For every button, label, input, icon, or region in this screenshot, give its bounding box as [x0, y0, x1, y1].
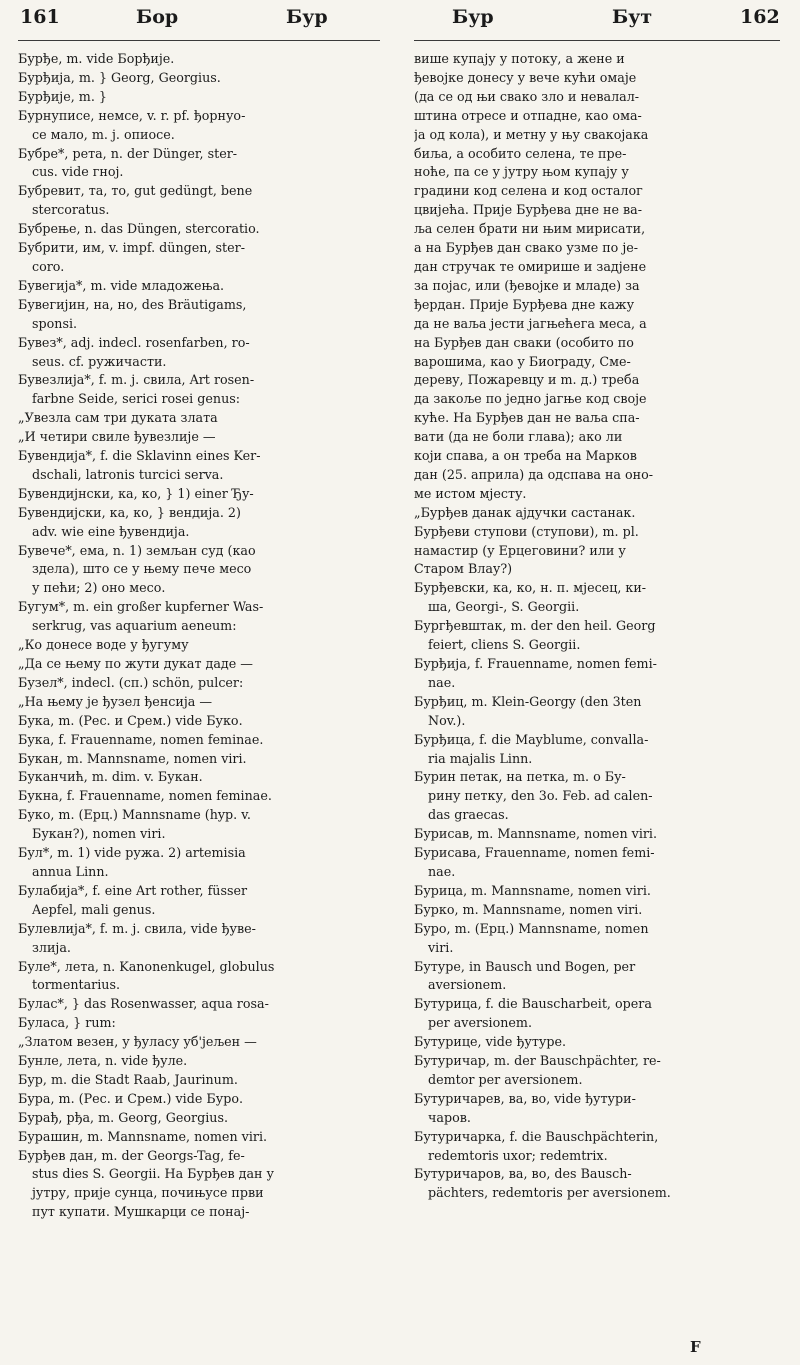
entry-line: Бутурице, vide ђутуре.: [414, 1034, 566, 1050]
entry-line: viri.: [428, 939, 454, 955]
entry-line: Бугум*, m. ein großer kupferner Was-: [18, 599, 264, 615]
left-page-number: 161: [20, 6, 60, 28]
entry-line: per aversionem.: [428, 1015, 532, 1031]
entry-line: adv. wie eine ђувендија.: [32, 523, 190, 539]
entry-line: Бур, m. die Stadt Raab, Jaurinum.: [18, 1071, 238, 1087]
entry-line: (да се од њи свако зло и невалал-: [414, 88, 640, 104]
entry-line: намастир (у Ерцеговини? или у: [414, 542, 626, 558]
entry-line: ноће, па се у јутру њом купају у: [414, 164, 629, 180]
entry-line: stus dies S. Georgii. На Бурђев дан у: [32, 1166, 275, 1182]
entry-line: Букан?), nomen viri.: [32, 826, 166, 842]
entry-line: градини код селена и код осталог: [414, 183, 643, 199]
entry-line: Бурђија, f. Frauenname, nomen femi-: [414, 656, 657, 671]
entry-line: Бурађ, рђа, m. Georg, Georgius.: [18, 1109, 228, 1125]
entry-line: Бувегија*, m. vide младожења.: [18, 277, 225, 293]
entry-line: Бутуричар, m. der Bauschpächter, re-: [414, 1053, 661, 1069]
left-column: [18, 50, 378, 1350]
entry-line: за појас, или (ђевојке и младе) за: [414, 277, 640, 293]
entry-line: das graecas.: [428, 807, 509, 823]
entry-line: tormentarius.: [32, 977, 121, 993]
entry-line: да закоље по једно јагње код своје: [414, 391, 647, 407]
entry-line: Бурђија, m. } Georg, Georgius.: [18, 69, 221, 85]
entry-line: који спава, а он треба на Марков: [414, 448, 637, 464]
entry-line: Буро, m. (Ерц.) Mannsname, nomen: [414, 920, 649, 936]
entry-line: Бутуричарка, f. die Bauschpächterin,: [414, 1128, 659, 1144]
entry-line: ја од кола), и метну у њу свакојака: [414, 126, 649, 142]
entry-line: рину петку, den 3o. Feb. ad calen-: [428, 788, 653, 804]
entry-line: Бувегијин, на, но, des Bräutigams,: [18, 296, 247, 312]
entry-line: ља селен брати ни њим мирисати,: [414, 221, 646, 237]
entry-line: Бубре*, рета, n. der Dünger, ster-: [18, 145, 238, 161]
entry-line: дереву, Пожаревцу и m. д.) треба: [414, 372, 640, 388]
entry-line: annua Linn.: [32, 863, 109, 879]
entry-line: Бурисава, Frauenname, nomen femi-: [414, 845, 655, 861]
entry-line: coro.: [32, 258, 65, 274]
entry-line: Буласа, } rum:: [18, 1015, 116, 1031]
entry-line: Бурђевски, ка, ко, н. п. мјесец, ки-: [414, 580, 647, 596]
entry-line: Бувендијнски, ка, ко, } 1) einer Ђу-: [18, 485, 254, 501]
entry-line: вати (да не боли глава); ако ли: [414, 429, 623, 445]
entry-line: Бурашин, m. Mannsname, nomen viri.: [18, 1128, 268, 1144]
entry-line: „Златом везен, у ђуласу уб'јељен —: [18, 1034, 257, 1050]
entry-line: више купају у потоку, а жене и: [414, 51, 625, 66]
entry-line: здела), што се у њему пече месо: [32, 561, 252, 577]
entry-line: nae.: [428, 863, 456, 879]
entry-line: ша, Georgi-, S. Georgii.: [428, 599, 580, 615]
left-guide-word-first: Бор: [136, 6, 179, 28]
entry-line: куће. На Бурђев дан не ваља спа-: [414, 410, 640, 426]
entry-line: Бурђев дан, m. der Georgs-Tag, fe-: [18, 1147, 245, 1163]
entry-line: Бурица, m. Mannsname, nomen viri.: [414, 882, 651, 898]
signature-mark: F: [690, 1338, 701, 1356]
entry-line: Aepfel, mali genus.: [32, 901, 156, 917]
entry-line: варошима, као у Биоrраду, Сме-: [414, 353, 631, 369]
entry-line: Буле*, лета, n. Kanonenkugel, globulus: [18, 958, 275, 974]
entry-line: Бурђије, m. }: [18, 88, 107, 104]
left-header-rule: [18, 40, 380, 41]
entry-line: Буко, m. (Ерц.) Mannsname (hyp. v.: [18, 807, 251, 823]
entry-line: Бура, m. (Рес. и Срем.) vide Буро.: [18, 1090, 243, 1106]
entry-line: Бувез*, adj. indecl. rosenfarben, ro-: [18, 334, 250, 350]
running-head: [0, 0, 800, 44]
entry-line: ђевојке донесу у вече кући омаје: [414, 69, 637, 85]
entry-line: Бурко, m. Mannsname, nomen viri.: [414, 901, 643, 917]
entry-line: Бургђевштак, m. der den heil. Georg: [414, 618, 656, 634]
entry-line: seus. cf. ружичасти.: [32, 353, 167, 369]
entry-line: штина отресе и отпадне, као ома-: [414, 107, 642, 123]
entry-line: Бутурица, f. die Bauscharbeit, opera: [414, 996, 652, 1012]
entry-line: „Ко донесе воде у ђугуму: [18, 637, 189, 653]
entry-line: Бузел*, indecl. (сп.) schön, pulcer:: [18, 674, 244, 690]
entry-line: Бунле, лета, n. vide ђуле.: [18, 1053, 188, 1069]
entry-line: dschali, latronis turcici serva.: [32, 466, 224, 482]
entry-line: Бубревит, та, то, gut gedüngt, bene: [18, 183, 253, 199]
entry-line: demtor per aversionem.: [428, 1071, 583, 1087]
entry-line: pächters, redemtoris per aversionem.: [428, 1185, 671, 1201]
entry-line: Бувезлија*, f. m. j. свила, Art rosen-: [18, 372, 255, 388]
entry-line: да не ваља јести јагњећега меса, а: [414, 315, 647, 331]
entry-line: на Бурђев дан сваки (особито по: [414, 334, 634, 350]
entry-line: Бул*, m. 1) vide ружа. 2) artemisia: [18, 845, 246, 861]
entry-line: „На њему је ђузел ђенсија —: [18, 693, 213, 709]
entry-line: Бурисав, m. Mannsname, nomen viri.: [414, 826, 658, 842]
entry-line: Бутуре, in Bausch und Bogen, per: [414, 958, 636, 974]
entry-line: чаров.: [428, 1109, 471, 1125]
entry-line: Букна, f. Frauenname, nomen feminae.: [18, 788, 272, 804]
entry-line: Nov.).: [428, 712, 466, 728]
entry-line: Бука, m. (Рес. и Срем.) vide Буко.: [18, 712, 243, 728]
entry-line: Бутуричарев, ва, во, vide ђутури-: [414, 1090, 636, 1106]
entry-line: дан (25. априла) да одспава на оно-: [414, 466, 654, 482]
right-header-rule: [414, 40, 780, 41]
entry-line: Бурђица, f. die Mayblume, convalla-: [414, 731, 649, 747]
entry-line: Булас*, } das Rosenwasser, aqua rosa-: [18, 996, 269, 1012]
entry-line: биља, а особито селена, те пре-: [414, 145, 627, 161]
entry-line: ђердан. Прије Бурђева дне кажу: [414, 296, 635, 312]
entry-line: јутру, прије сунца, почињуce први: [32, 1185, 264, 1201]
entry-line: redemtoris uxor; redemtrix.: [428, 1147, 608, 1163]
left-guide-word-last: Бур: [286, 6, 328, 28]
entry-line: Бувендија*, f. die Sklavinn eines Ker-: [18, 448, 261, 464]
entry-line: Бурнуписе, немсе, v. r. pf. ђорнуо-: [18, 107, 246, 123]
entry-line: Буканчић, m. dim. v. Букан.: [18, 769, 203, 785]
entry-line: Бувендијски, ка, ко, } вендија. 2): [18, 504, 241, 520]
entry-line: Бурђеви ступови (ступови), m. pl.: [414, 523, 639, 539]
entry-line: aversionem.: [428, 977, 507, 993]
entry-line: serkrug, vas aquarium aeneum:: [32, 618, 237, 634]
entry-line: Булабија*, f. eine Art rother, füsser: [18, 882, 248, 898]
entry-line: farbne Seide, serici rosei genus:: [32, 391, 241, 407]
entry-line: feiert, cliens S. Georgii.: [428, 637, 581, 653]
entry-line: Старом Влау?): [414, 561, 513, 577]
entry-line: Бука, f. Frauenname, nomen feminae.: [18, 731, 264, 747]
entry-line: ria majalis Linn.: [428, 750, 533, 766]
entry-line: nae.: [428, 674, 456, 690]
entry-line: „Да се њему по жути дукат даде —: [18, 656, 253, 671]
entry-line: Бубрење, n. das Düngen, stercoratio.: [18, 221, 260, 237]
entry-line: stercoratus.: [32, 202, 110, 218]
entry-line: Букан, m. Mannsname, nomen viri.: [18, 750, 247, 766]
entry-line: Булевлија*, f. m. j. свила, vide ђуве-: [18, 920, 256, 936]
entry-line: sponsi.: [32, 315, 78, 331]
entry-line: „Бурђев данак ајдучки састанак.: [414, 504, 636, 520]
entry-line: злија.: [32, 939, 71, 955]
entry-line: Бутуричаров, ва, во, des Bausch-: [414, 1166, 632, 1182]
entry-line: дан стручак те омирише и задјене: [414, 258, 647, 274]
entry-line: пут купати. Мушкарци се понај-: [32, 1204, 250, 1220]
entry-line: Бувече*, ема, n. 1) земљан суд (као: [18, 542, 256, 558]
right-column: [414, 50, 774, 1350]
entry-line: Бурђе, m. vide Борђије.: [18, 51, 175, 66]
right-guide-word-first: Бур: [452, 6, 494, 28]
entry-line: а на Бурђев дан свако узме по је-: [414, 240, 639, 256]
entry-line: се мало, m. j. опиосе.: [32, 126, 175, 142]
entry-line: „Увезла сам три дуката злата: [18, 410, 218, 426]
right-page-number: 162: [740, 6, 780, 28]
right-guide-word-last: Бут: [612, 6, 653, 28]
entry-line: Бубрити, им, v. impf. düngen, ster-: [18, 240, 245, 256]
entry-line: „И четири свиле ђувезлије —: [18, 429, 216, 445]
entry-line: cus. vide гној.: [32, 164, 124, 180]
entry-line: Бурин петак, на петка, m. о Бу-: [414, 769, 626, 785]
entry-line: ме истом мјесту.: [414, 485, 527, 501]
entry-line: цвијећа. Прије Бурђева дне не ва-: [414, 202, 642, 218]
entry-line: Бурђиц, m. Klein-Georgy (den 3ten: [414, 693, 642, 709]
entry-line: у пећи; 2) оно месо.: [32, 580, 166, 596]
